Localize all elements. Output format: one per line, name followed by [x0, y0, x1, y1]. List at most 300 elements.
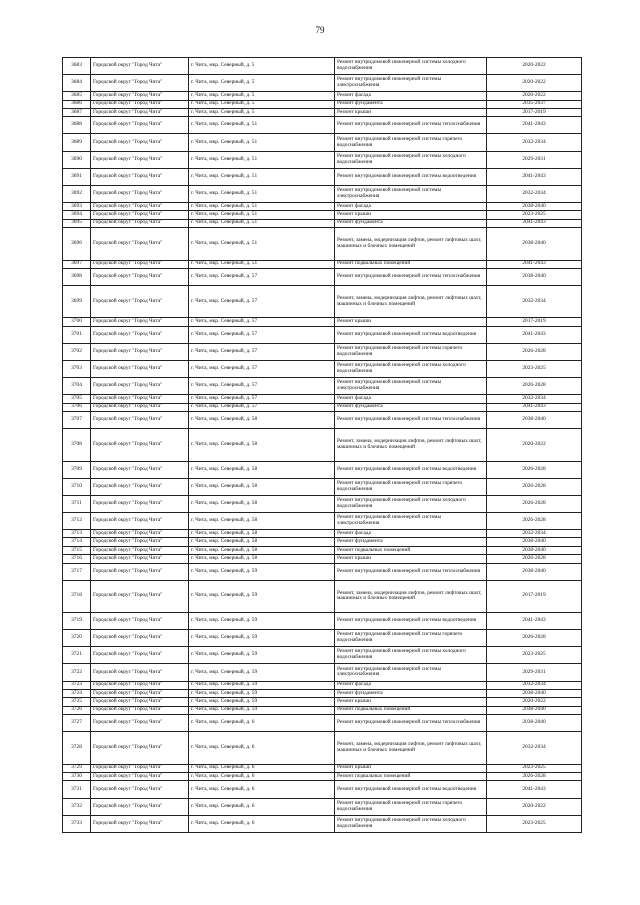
- row-number: 3690: [63, 151, 91, 168]
- address-cell: г. Чита, мкр. Северный, д. 51: [189, 219, 335, 227]
- work-type-cell: Ремонт внутридомовой инженерной системы теплоснабжения: [335, 412, 487, 429]
- page-number: 79: [315, 25, 325, 35]
- work-type-cell: Ремонт крыши: [335, 555, 487, 563]
- district-cell: Городской округ "Город Чита": [91, 461, 189, 478]
- district-cell: Городской округ "Город Чита": [91, 75, 189, 92]
- district-cell: Городской округ "Город Чита": [91, 412, 189, 429]
- row-number: 3714: [63, 538, 91, 546]
- district-cell: Городской округ "Город Чита": [91, 343, 189, 360]
- work-type-cell: Ремонт внутридомовой инженерной системы холодного водоснабжения: [335, 495, 487, 512]
- table-row: [63, 378, 582, 395]
- district-cell: Городской округ "Город Чита": [91, 185, 189, 202]
- work-type-cell: Ремонт фасада: [335, 92, 487, 100]
- address-cell: г. Чита, мкр. Северный, д. 59: [189, 647, 335, 664]
- work-type-cell: Ремонт внутридомовой инженерной системы водоотведения: [335, 613, 487, 630]
- table-row: [63, 706, 582, 714]
- table-row: [63, 168, 582, 185]
- address-cell: г. Чита, мкр. Северный, д. 59: [189, 563, 335, 580]
- table-row: [63, 732, 582, 765]
- table-row: [63, 546, 582, 554]
- address-cell: г. Чита, мкр. Северный, д. 57: [189, 361, 335, 378]
- district-cell: Городской округ "Город Чита": [91, 361, 189, 378]
- address-cell: г. Чита, мкр. Северный, д. 5: [189, 58, 335, 75]
- table-row: [63, 495, 582, 512]
- row-number: 3731: [63, 781, 91, 798]
- table-row: [63, 815, 582, 832]
- work-type-cell: Ремонт фундамента: [335, 219, 487, 227]
- row-number: 3729: [63, 764, 91, 772]
- address-cell: г. Чита, мкр. Северный, д. 59: [189, 630, 335, 647]
- row-number: 3726: [63, 706, 91, 714]
- work-type-cell: Ремонт фундамента: [335, 689, 487, 697]
- period-cell: 2038-2040: [487, 412, 582, 429]
- work-type-cell: Ремонт фасада: [335, 530, 487, 538]
- table-row: [63, 326, 582, 343]
- table-row: [63, 478, 582, 495]
- period-cell: 2041-2043: [487, 117, 582, 134]
- period-cell: 2026-2028: [487, 343, 582, 360]
- period-cell: 2026-2028: [487, 555, 582, 563]
- district-cell: Городской округ "Город Чита": [91, 689, 189, 697]
- table-row: [63, 538, 582, 546]
- period-cell: 2041-2043: [487, 613, 582, 630]
- address-cell: г. Чита, мкр. Северный, д. 58: [189, 555, 335, 563]
- period-cell: 2026-2028: [487, 630, 582, 647]
- row-number: 3719: [63, 613, 91, 630]
- district-cell: Городской округ "Город Чита": [91, 268, 189, 285]
- row-number: 3717: [63, 563, 91, 580]
- table-row: [63, 211, 582, 219]
- row-number: 3688: [63, 117, 91, 134]
- row-number: 3695: [63, 219, 91, 227]
- address-cell: г. Чита, мкр. Северный, д. 58: [189, 495, 335, 512]
- address-cell: г. Чита, мкр. Северный, д. 51: [189, 185, 335, 202]
- address-cell: г. Чита, мкр. Северный, д. 51: [189, 211, 335, 219]
- row-number: 3727: [63, 715, 91, 732]
- table-row: [63, 343, 582, 360]
- work-type-cell: Ремонт крыши: [335, 211, 487, 219]
- table-row: [63, 228, 582, 261]
- work-type-cell: Ремонт внутридомовой инженерной системы горячего водоснабжения: [335, 478, 487, 495]
- district-cell: Городской округ "Город Чита": [91, 512, 189, 529]
- row-number: 3685: [63, 92, 91, 100]
- address-cell: г. Чита, мкр. Северный, д. 6: [189, 781, 335, 798]
- address-cell: г. Чита, мкр. Северный, д. 6: [189, 715, 335, 732]
- row-number: 3724: [63, 689, 91, 697]
- row-number: 3730: [63, 773, 91, 781]
- work-type-cell: Ремонт, замена, модернизация лифтов, ремонт лифтовых шахт, машинных и блочных помещений: [335, 228, 487, 261]
- district-cell: Городской округ "Город Чита": [91, 478, 189, 495]
- period-cell: 2041-2043: [487, 403, 582, 411]
- district-cell: Городской округ "Город Чита": [91, 664, 189, 681]
- work-type-cell: Ремонт фасада: [335, 202, 487, 210]
- district-cell: Городской округ "Город Чита": [91, 681, 189, 689]
- district-cell: Городской округ "Город Чита": [91, 100, 189, 108]
- period-cell: 2032-2034: [487, 681, 582, 689]
- period-cell: 2017-2019: [487, 318, 582, 326]
- work-type-cell: Ремонт внутридомовой инженерной системы холодного водоснабжения: [335, 151, 487, 168]
- district-cell: Городской округ "Город Чита": [91, 151, 189, 168]
- address-cell: г. Чита, мкр. Северный, д. 59: [189, 689, 335, 697]
- period-cell: 2023-2025: [487, 211, 582, 219]
- row-number: 3691: [63, 168, 91, 185]
- address-cell: г. Чита, мкр. Северный, д. 51: [189, 228, 335, 261]
- period-cell: 2038-2040: [487, 268, 582, 285]
- work-type-cell: Ремонт внутридомовой инженерной системы водоотведения: [335, 168, 487, 185]
- row-number: 3713: [63, 530, 91, 538]
- work-type-cell: Ремонт внутридомовой инженерной системы горячего водоснабжения: [335, 343, 487, 360]
- period-cell: 2026-2028: [487, 512, 582, 529]
- period-cell: 2026-2028: [487, 773, 582, 781]
- district-cell: Городской округ "Город Чита": [91, 715, 189, 732]
- period-cell: 2017-2019: [487, 580, 582, 613]
- row-number: 3699: [63, 285, 91, 318]
- period-cell: 2041-2043: [487, 781, 582, 798]
- work-type-cell: Ремонт внутридомовой инженерной системы горячего водоснабжения: [335, 134, 487, 151]
- district-cell: Городской округ "Город Чита": [91, 58, 189, 75]
- row-number: 3728: [63, 732, 91, 765]
- district-cell: Городской округ "Город Чита": [91, 318, 189, 326]
- table-row: [63, 664, 582, 681]
- district-cell: Городской округ "Город Чита": [91, 555, 189, 563]
- table-row: [63, 461, 582, 478]
- table-row: [63, 185, 582, 202]
- district-cell: Городской округ "Город Чита": [91, 732, 189, 765]
- address-cell: г. Чита, мкр. Северный, д. 58: [189, 461, 335, 478]
- address-cell: г. Чита, мкр. Северный, д. 59: [189, 664, 335, 681]
- work-type-cell: Ремонт подвальных помещений: [335, 773, 487, 781]
- table-row: [63, 268, 582, 285]
- work-type-cell: Ремонт, замена, модернизация лифтов, ремонт лифтовых шахт, машинных и блочных помещений: [335, 732, 487, 765]
- row-number: 3705: [63, 395, 91, 403]
- address-cell: г. Чита, мкр. Северный, д. 58: [189, 512, 335, 529]
- row-number: 3709: [63, 461, 91, 478]
- row-number: 3702: [63, 343, 91, 360]
- table-row: [63, 647, 582, 664]
- work-type-cell: Ремонт фундамента: [335, 538, 487, 546]
- district-cell: Городской округ "Город Чита": [91, 117, 189, 134]
- row-number: 3725: [63, 698, 91, 706]
- district-cell: Городской округ "Город Чита": [91, 630, 189, 647]
- work-type-cell: Ремонт внутридомовой инженерной системы теплоснабжения: [335, 117, 487, 134]
- table-row: [63, 781, 582, 798]
- row-number: 3692: [63, 185, 91, 202]
- table-body: [63, 58, 582, 833]
- address-cell: г. Чита, мкр. Северный, д. 59: [189, 681, 335, 689]
- district-cell: Городской округ "Город Чита": [91, 773, 189, 781]
- table-row: [63, 285, 582, 318]
- work-type-cell: Ремонт крыши: [335, 764, 487, 772]
- work-type-cell: Ремонт внутридомовой инженерной системы электроснабжения: [335, 185, 487, 202]
- work-type-cell: Ремонт подвальных помещений: [335, 706, 487, 714]
- period-cell: 2038-2040: [487, 715, 582, 732]
- district-cell: Городской округ "Город Чита": [91, 781, 189, 798]
- repair-schedule-table: [62, 57, 582, 833]
- address-cell: г. Чита, мкр. Северный, д. 6: [189, 732, 335, 765]
- table-row: [63, 202, 582, 210]
- work-type-cell: Ремонт фасада: [335, 681, 487, 689]
- district-cell: Городской округ "Город Чита": [91, 538, 189, 546]
- work-type-cell: Ремонт внутридомовой инженерной системы горячего водоснабжения: [335, 630, 487, 647]
- address-cell: г. Чита, мкр. Северный, д. 57: [189, 343, 335, 360]
- work-type-cell: Ремонт внутридомовой инженерной системы водоотведения: [335, 461, 487, 478]
- row-number: 3720: [63, 630, 91, 647]
- work-type-cell: Ремонт, замена, модернизация лифтов, ремонт лифтовых шахт, машинных и блочных помещений: [335, 429, 487, 462]
- work-type-cell: Ремонт крыши: [335, 108, 487, 116]
- work-type-cell: Ремонт подвальных помещений: [335, 260, 487, 268]
- table-row: [63, 219, 582, 227]
- district-cell: Городской округ "Город Чита": [91, 134, 189, 151]
- address-cell: г. Чита, мкр. Северный, д. 51: [189, 151, 335, 168]
- row-number: 3723: [63, 681, 91, 689]
- district-cell: Городской округ "Город Чита": [91, 647, 189, 664]
- period-cell: 2032-2034: [487, 185, 582, 202]
- period-cell: 2020-2022: [487, 58, 582, 75]
- work-type-cell: Ремонт фундамента: [335, 100, 487, 108]
- table-row: [63, 715, 582, 732]
- row-number: 3722: [63, 664, 91, 681]
- row-number: 3732: [63, 798, 91, 815]
- period-cell: 2041-2043: [487, 168, 582, 185]
- period-cell: 2032-2034: [487, 285, 582, 318]
- address-cell: г. Чита, мкр. Северный, д. 59: [189, 706, 335, 714]
- table-row: [63, 117, 582, 134]
- table-row: [63, 798, 582, 815]
- table-row: [63, 512, 582, 529]
- district-cell: Городской округ "Город Чита": [91, 219, 189, 227]
- district-cell: Городской округ "Город Чита": [91, 260, 189, 268]
- work-type-cell: Ремонт подвальных помещений: [335, 546, 487, 554]
- address-cell: г. Чита, мкр. Северный, д. 51: [189, 117, 335, 134]
- row-number: 3700: [63, 318, 91, 326]
- row-number: 3697: [63, 260, 91, 268]
- row-number: 3683: [63, 58, 91, 75]
- address-cell: г. Чита, мкр. Северный, д. 6: [189, 764, 335, 772]
- district-cell: Городской округ "Город Чита": [91, 429, 189, 462]
- row-number: 3708: [63, 429, 91, 462]
- table-row: [63, 361, 582, 378]
- table-row: [63, 630, 582, 647]
- table-row: [63, 75, 582, 92]
- period-cell: 2038-2040: [487, 228, 582, 261]
- district-cell: Городской округ "Город Чита": [91, 698, 189, 706]
- district-cell: Городской округ "Город Чита": [91, 495, 189, 512]
- period-cell: 2020-2022: [487, 75, 582, 92]
- work-type-cell: Ремонт внутридомовой инженерной системы холодного водоснабжения: [335, 815, 487, 832]
- address-cell: г. Чита, мкр. Северный, д. 51: [189, 134, 335, 151]
- table-row: [63, 555, 582, 563]
- table-row: [63, 429, 582, 462]
- district-cell: Городской округ "Город Чита": [91, 228, 189, 261]
- row-number: 3694: [63, 211, 91, 219]
- district-cell: Городской округ "Город Чита": [91, 168, 189, 185]
- table-row: [63, 689, 582, 697]
- period-cell: 2020-2022: [487, 698, 582, 706]
- period-cell: 2017-2019: [487, 108, 582, 116]
- address-cell: г. Чита, мкр. Северный, д. 51: [189, 260, 335, 268]
- address-cell: г. Чита, мкр. Северный, д. 5: [189, 92, 335, 100]
- period-cell: 2026-2028: [487, 495, 582, 512]
- row-number: 3703: [63, 361, 91, 378]
- table-row: [63, 318, 582, 326]
- work-type-cell: Ремонт внутридомовой инженерной системы электроснабжения: [335, 512, 487, 529]
- address-cell: г. Чита, мкр. Северный, д. 58: [189, 412, 335, 429]
- period-cell: 2026-2028: [487, 478, 582, 495]
- table-row: [63, 134, 582, 151]
- table-row: [63, 698, 582, 706]
- district-cell: Городской округ "Город Чита": [91, 815, 189, 832]
- address-cell: г. Чита, мкр. Северный, д. 59: [189, 698, 335, 706]
- period-cell: 2038-2040: [487, 689, 582, 697]
- table-row: [63, 108, 582, 116]
- period-cell: 2038-2040: [487, 538, 582, 546]
- row-number: 3711: [63, 495, 91, 512]
- period-cell: 2038-2040: [487, 202, 582, 210]
- address-cell: г. Чита, мкр. Северный, д. 57: [189, 318, 335, 326]
- work-type-cell: Ремонт внутридомовой инженерной системы электроснабжения: [335, 75, 487, 92]
- row-number: 3707: [63, 412, 91, 429]
- table-row: [63, 764, 582, 772]
- address-cell: г. Чита, мкр. Северный, д. 57: [189, 378, 335, 395]
- district-cell: Городской округ "Город Чита": [91, 530, 189, 538]
- district-cell: Городской округ "Город Чита": [91, 395, 189, 403]
- period-cell: 2026-2028: [487, 378, 582, 395]
- period-cell: 2032-2034: [487, 395, 582, 403]
- period-cell: 2032-2034: [487, 134, 582, 151]
- period-cell: 2023-2025: [487, 764, 582, 772]
- address-cell: г. Чита, мкр. Северный, д. 5: [189, 75, 335, 92]
- row-number: 3718: [63, 580, 91, 613]
- period-cell: 2026-2028: [487, 461, 582, 478]
- address-cell: г. Чита, мкр. Северный, д. 58: [189, 478, 335, 495]
- period-cell: 2029-2031: [487, 151, 582, 168]
- address-cell: г. Чита, мкр. Северный, д. 6: [189, 773, 335, 781]
- period-cell: 2023-2025: [487, 361, 582, 378]
- table-row: [63, 412, 582, 429]
- row-number: 3704: [63, 378, 91, 395]
- address-cell: г. Чита, мкр. Северный, д. 58: [189, 429, 335, 462]
- period-cell: 2023-2025: [487, 647, 582, 664]
- work-type-cell: Ремонт крыши: [335, 698, 487, 706]
- address-cell: г. Чита, мкр. Северный, д. 57: [189, 403, 335, 411]
- period-cell: 2038-2040: [487, 563, 582, 580]
- address-cell: г. Чита, мкр. Северный, д. 6: [189, 815, 335, 832]
- address-cell: г. Чита, мкр. Северный, д. 58: [189, 538, 335, 546]
- row-number: 3706: [63, 403, 91, 411]
- period-cell: 2035-2037: [487, 100, 582, 108]
- work-type-cell: Ремонт внутридомовой инженерной системы холодного водоснабжения: [335, 647, 487, 664]
- address-cell: г. Чита, мкр. Северный, д. 6: [189, 798, 335, 815]
- district-cell: Городской округ "Город Чита": [91, 378, 189, 395]
- table-row: [63, 773, 582, 781]
- table-row: [63, 100, 582, 108]
- table-row: [63, 613, 582, 630]
- table-row: [63, 58, 582, 75]
- row-number: 3721: [63, 647, 91, 664]
- district-cell: Городской округ "Город Чита": [91, 403, 189, 411]
- address-cell: г. Чита, мкр. Северный, д. 51: [189, 202, 335, 210]
- table-row: [63, 260, 582, 268]
- period-cell: 2020-2022: [487, 92, 582, 100]
- row-number: 3693: [63, 202, 91, 210]
- address-cell: г. Чита, мкр. Северный, д. 58: [189, 530, 335, 538]
- period-cell: 2038-2040: [487, 706, 582, 714]
- work-type-cell: Ремонт фундамента: [335, 403, 487, 411]
- table-row: [63, 92, 582, 100]
- district-cell: Городской округ "Город Чита": [91, 108, 189, 116]
- work-type-cell: Ремонт внутридомовой инженерной системы водоотведения: [335, 326, 487, 343]
- period-cell: 2038-2040: [487, 546, 582, 554]
- work-type-cell: Ремонт внутридомовой инженерной системы холодного водоснабжения: [335, 58, 487, 75]
- district-cell: Городской округ "Город Чита": [91, 211, 189, 219]
- district-cell: Городской округ "Город Чита": [91, 202, 189, 210]
- work-type-cell: Ремонт внутридомовой инженерной системы теплоснабжения: [335, 268, 487, 285]
- period-cell: 2032-2034: [487, 732, 582, 765]
- table-row: [63, 563, 582, 580]
- address-cell: г. Чита, мкр. Северный, д. 57: [189, 326, 335, 343]
- district-cell: Городской округ "Город Чита": [91, 546, 189, 554]
- work-type-cell: Ремонт фасада: [335, 395, 487, 403]
- table-row: [63, 403, 582, 411]
- row-number: 3710: [63, 478, 91, 495]
- table-row: [63, 681, 582, 689]
- table-row: [63, 151, 582, 168]
- work-type-cell: Ремонт внутридомовой инженерной системы водоотведения: [335, 781, 487, 798]
- work-type-cell: Ремонт, замена, модернизация лифтов, ремонт лифтовых шахт, машинных и блочных помещений: [335, 285, 487, 318]
- table-row: [63, 530, 582, 538]
- row-number: 3712: [63, 512, 91, 529]
- row-number: 3689: [63, 134, 91, 151]
- address-cell: г. Чита, мкр. Северный, д. 57: [189, 268, 335, 285]
- row-number: 3686: [63, 100, 91, 108]
- address-cell: г. Чита, мкр. Северный, д. 57: [189, 395, 335, 403]
- row-number: 3684: [63, 75, 91, 92]
- row-number: 3696: [63, 228, 91, 261]
- row-number: 3698: [63, 268, 91, 285]
- work-type-cell: Ремонт внутридомовой инженерной системы теплоснабжения: [335, 563, 487, 580]
- district-cell: Городской округ "Город Чита": [91, 798, 189, 815]
- work-type-cell: Ремонт крыши: [335, 318, 487, 326]
- address-cell: г. Чита, мкр. Северный, д. 59: [189, 613, 335, 630]
- address-cell: г. Чита, мкр. Северный, д. 58: [189, 546, 335, 554]
- row-number: 3716: [63, 555, 91, 563]
- period-cell: 2041-2043: [487, 219, 582, 227]
- work-type-cell: Ремонт внутридомовой инженерной системы горячего водоснабжения: [335, 798, 487, 815]
- district-cell: Городской округ "Город Чита": [91, 326, 189, 343]
- district-cell: Городской округ "Город Чита": [91, 764, 189, 772]
- work-type-cell: Ремонт внутридомовой инженерной системы электроснабжения: [335, 664, 487, 681]
- work-type-cell: Ремонт внутридомовой инженерной системы теплоснабжения: [335, 715, 487, 732]
- address-cell: г. Чита, мкр. Северный, д. 59: [189, 580, 335, 613]
- work-type-cell: Ремонт внутридомовой инженерной системы электроснабжения: [335, 378, 487, 395]
- row-number: 3701: [63, 326, 91, 343]
- period-cell: 2020-2022: [487, 798, 582, 815]
- address-cell: г. Чита, мкр. Северный, д. 57: [189, 285, 335, 318]
- table-row: [63, 580, 582, 613]
- work-type-cell: Ремонт внутридомовой инженерной системы холодного водоснабжения: [335, 361, 487, 378]
- district-cell: Городской округ "Город Чита": [91, 285, 189, 318]
- address-cell: г. Чита, мкр. Северный, д. 5: [189, 108, 335, 116]
- period-cell: 2029-2031: [487, 664, 582, 681]
- row-number: 3687: [63, 108, 91, 116]
- period-cell: 2041-2043: [487, 326, 582, 343]
- row-number: 3715: [63, 546, 91, 554]
- district-cell: Городской округ "Город Чита": [91, 706, 189, 714]
- period-cell: 2032-2034: [487, 530, 582, 538]
- district-cell: Городской округ "Город Чита": [91, 580, 189, 613]
- period-cell: 2041-2043: [487, 260, 582, 268]
- row-number: 3733: [63, 815, 91, 832]
